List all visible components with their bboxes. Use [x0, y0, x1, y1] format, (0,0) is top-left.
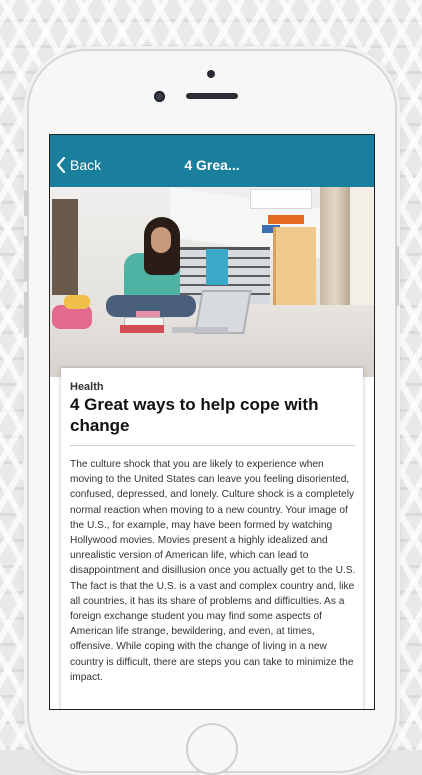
- phone-mute-button: [24, 190, 28, 216]
- article-hero-image: [50, 187, 374, 377]
- article-title: 4 Great ways to help cope with change: [70, 395, 319, 435]
- nav-title: 4 Grea...: [184, 157, 240, 173]
- hero-door: [52, 199, 78, 295]
- app-screen: [49, 134, 375, 710]
- back-label: Back: [70, 157, 102, 173]
- hero-towel: [206, 249, 228, 285]
- article-body: The culture shock that you are likely to experience when moving to the United States can leave you feeling disoriented, confused, depressed, and lonely. Culture shock is a completely normal reaction when moving to a new country. Your image of the U.S., for example, may have been formed by watching Hollywood movies. Movies present a highly idealized and unrealistic version of American life, which can lead to disappointment and disillusion once you actually get to the U.S. The fact is that the U.S. is a vast and complex country and, like all countries, it has its share of problems and difficulties. As a foreign exchange student you may find some aspects of American life strange, bewildering, and even, at times, offensive. While coping with the change of living in a new country is difficult, there are steps you can take to minimize the impact.: [70, 459, 356, 683]
- hero-person-face: [151, 227, 171, 253]
- phone-power-button: [395, 246, 399, 306]
- navigation-bar: [50, 135, 374, 187]
- hero-skylight: [250, 189, 312, 209]
- article-category: Health: [70, 381, 104, 393]
- hero-orange-box: [268, 215, 304, 224]
- title-divider: [70, 445, 355, 446]
- hero-bag-yellow: [64, 295, 90, 309]
- article-card: [61, 368, 363, 710]
- phone-camera: [154, 91, 165, 102]
- home-button[interactable]: [186, 723, 238, 775]
- phone-sensor: [207, 70, 215, 78]
- phone-volume-down-button: [24, 292, 28, 338]
- phone-volume-up-button: [24, 236, 28, 282]
- phone-speaker: [186, 93, 238, 99]
- hero-laptop-base: [172, 327, 228, 333]
- hero-book: [120, 325, 164, 333]
